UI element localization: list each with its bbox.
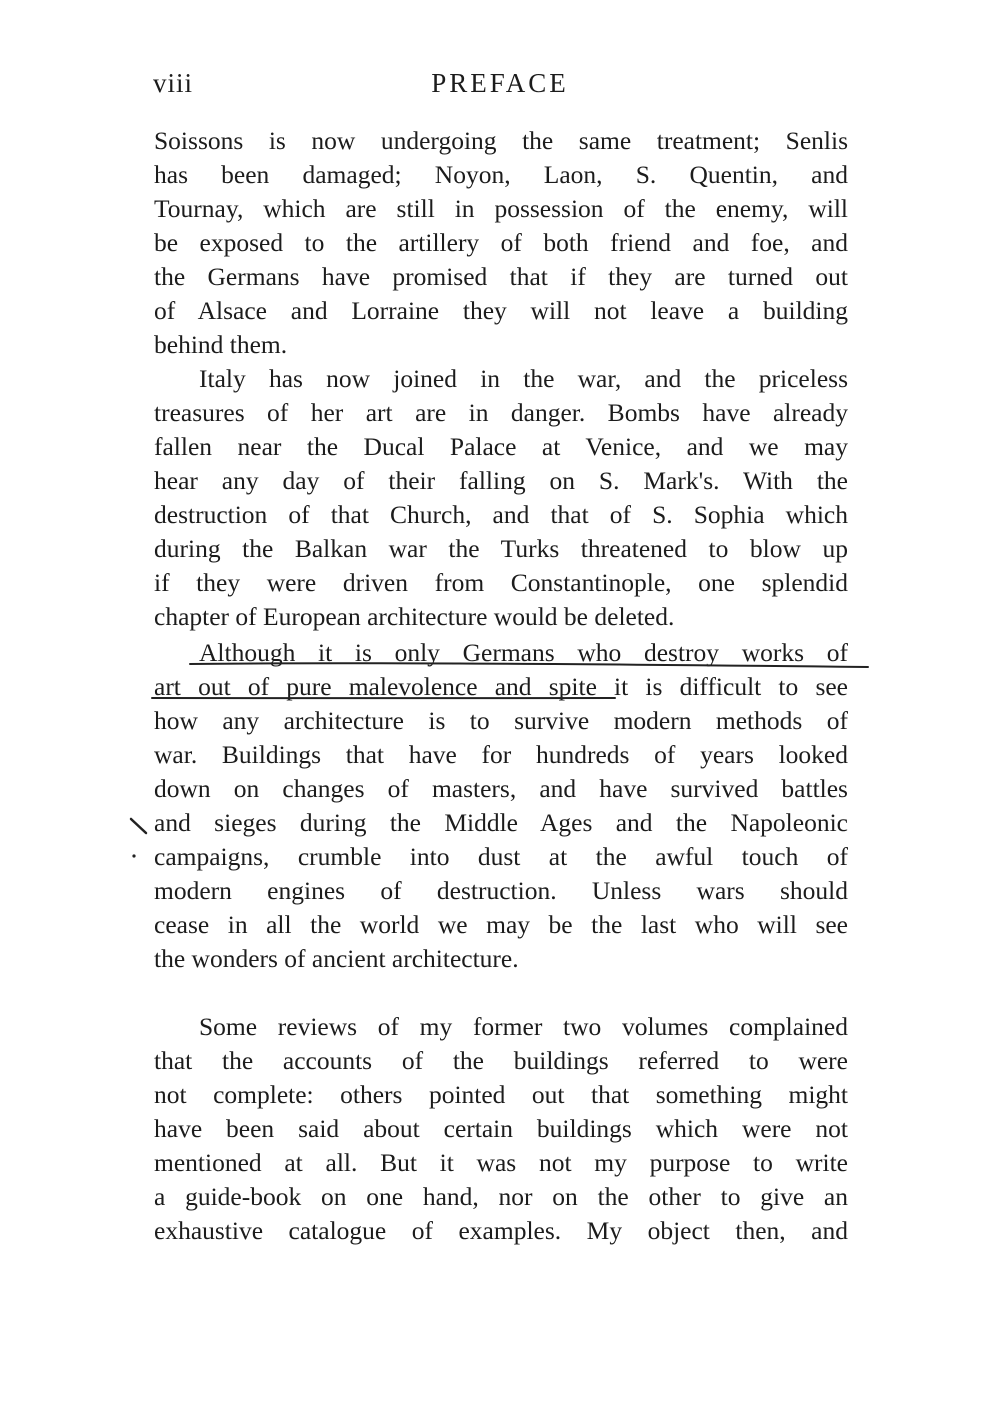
text-line: has been damaged; Noyon, Laon, S. Quentin, and (154, 160, 848, 189)
text-line: Although it is only Germans who destroy works of (199, 638, 848, 667)
text-line: how any architecture is to survive modern methods of (154, 706, 848, 735)
text-line: Soissons is now undergoing the same treatment; Senlis (154, 126, 848, 155)
text-line: treasures of her art are in danger. Bombs have already (154, 398, 848, 427)
text-line: destruction of that Church, and that of S. Sophia which (154, 500, 848, 529)
running-head: PREFACE (431, 68, 569, 98)
text-line: fallen near the Ducal Palace at Venice, and we may (154, 432, 848, 461)
text-line: have been said about certain buildings which were not (154, 1114, 848, 1143)
text-line: Italy has now joined in the war, and the priceless (199, 364, 848, 393)
text-line: the wonders of ancient architecture. (154, 944, 519, 973)
text-line: be exposed to the artillery of both friend and foe, and (154, 228, 848, 257)
text-line: modern engines of destruction. Unless wars should (154, 876, 848, 905)
text-line: a guide-book on one hand, nor on the other to give an (154, 1182, 848, 1211)
text-line: Tournay, which are still in possession of the enemy, will (154, 194, 848, 223)
text-line: hear any day of their falling on S. Mark's. With the (154, 466, 848, 495)
text-line: art out of pure malevolence and spite it is difficult to see (154, 672, 848, 701)
text-line: the Germans have promised that if they are turned out (154, 262, 848, 291)
text-line: down on changes of masters, and have survived battles (154, 774, 848, 803)
text-line: that the accounts of the buildings referred to were (154, 1046, 848, 1075)
text-line: if they were driven from Constantinople, one splendid (154, 568, 848, 597)
text-line: and sieges during the Middle Ages and the Napoleonic (154, 808, 848, 837)
text-line: Some reviews of my former two volumes complained (199, 1012, 848, 1041)
text-line: mentioned at all. But it was not my purpose to write (154, 1148, 848, 1177)
text-line: exhaustive catalogue of examples. My object then, and (154, 1216, 848, 1245)
text-line: war. Buildings that have for hundreds of years looked (154, 740, 848, 769)
text-line: behind them. (154, 330, 288, 359)
text-line: during the Balkan war the Turks threatened to blow up (154, 534, 848, 563)
text-line: cease in all the world we may be the last who will see (154, 910, 848, 939)
text-line: campaigns, crumble into dust at the awful touch of (154, 842, 848, 871)
text-line: chapter of European architecture would be deleted. (154, 602, 675, 631)
text-line: not complete: others pointed out that something might (154, 1080, 848, 1109)
page-number: viii (153, 68, 194, 98)
text-line: of Alsace and Lorraine they will not leave a building (154, 296, 848, 325)
